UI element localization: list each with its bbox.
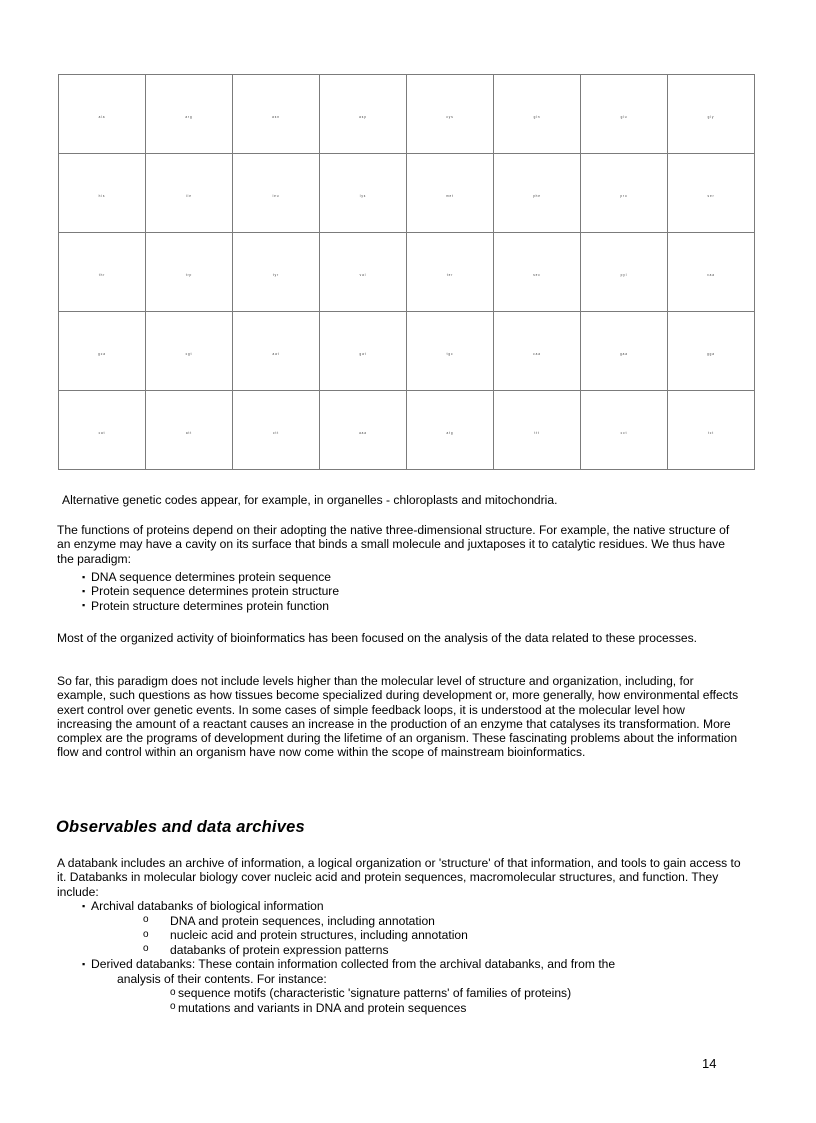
table-cell bbox=[146, 312, 233, 391]
codon-label: ala bbox=[98, 114, 106, 120]
table-cell bbox=[233, 75, 320, 154]
codon-label: cgt bbox=[185, 351, 193, 357]
codon-label: ttt bbox=[534, 430, 540, 436]
table-cell bbox=[146, 154, 233, 233]
table-cell bbox=[668, 312, 755, 391]
codon-label: ctt bbox=[273, 430, 279, 436]
table-cell bbox=[494, 233, 581, 312]
codon-label: gat bbox=[359, 351, 367, 357]
table-cell bbox=[668, 154, 755, 233]
codon-label: leu bbox=[272, 193, 280, 199]
list-item-derived-continued: analysis of their contents. For instance: bbox=[117, 971, 327, 986]
archive-list bbox=[82, 899, 732, 1015]
table-row bbox=[59, 312, 755, 391]
table-cell bbox=[233, 312, 320, 391]
codon-label: pro bbox=[620, 193, 628, 199]
table-cell bbox=[581, 75, 668, 154]
codon-label: gaa bbox=[620, 351, 628, 357]
table-cell bbox=[407, 312, 494, 391]
codon-label: his bbox=[98, 193, 106, 199]
list-item: o databanks of protein expression patterns bbox=[82, 943, 732, 958]
codon-label: trp bbox=[185, 272, 193, 278]
table-cell bbox=[494, 75, 581, 154]
codon-label: ter bbox=[446, 272, 454, 278]
codon-label: caa bbox=[533, 351, 541, 357]
codon-label: asn bbox=[272, 114, 280, 120]
list-item-archival: ▪ Archival databanks of biological information bbox=[82, 899, 732, 914]
table-row bbox=[59, 154, 755, 233]
codon-label: lys bbox=[359, 193, 367, 199]
alternative-codes-paragraph: Alternative genetic codes appear, for example, in organelles - chloroplasts and mitochondria. bbox=[62, 493, 558, 507]
table-cell bbox=[407, 154, 494, 233]
table-cell bbox=[494, 312, 581, 391]
table-row bbox=[59, 75, 755, 154]
table-cell bbox=[407, 75, 494, 154]
table-cell bbox=[320, 75, 407, 154]
table-cell bbox=[668, 391, 755, 470]
table-cell bbox=[233, 391, 320, 470]
page-number: 14 bbox=[702, 1056, 717, 1071]
table-cell bbox=[233, 154, 320, 233]
page-title: Observables and data archives bbox=[56, 818, 305, 836]
most-paragraph: Most of the organized activity of bioinformatics has been focused on the analysis of the data related to these processes. bbox=[57, 631, 697, 645]
functions-paragraph: The functions of proteins depend on their adopting the native three-dimensional structure. For example, the native structure of an enzyme may have a cavity on its surface that binds a small molecule and juxtaposes it to catalytic residues. We thus have the paradigm: bbox=[57, 523, 730, 566]
codon-label: tyr bbox=[272, 272, 280, 278]
codon-label: atg bbox=[446, 430, 454, 436]
codon-label: asp bbox=[359, 114, 367, 120]
codon-label: gln bbox=[533, 114, 541, 120]
codon-label: gly bbox=[707, 114, 715, 120]
list-item: ▪ DNA sequence determines protein sequence bbox=[82, 570, 722, 584]
table-cell bbox=[146, 391, 233, 470]
table-row bbox=[59, 233, 755, 312]
paradigm-list bbox=[82, 570, 722, 613]
table-cell bbox=[320, 391, 407, 470]
codon-label: pyl bbox=[620, 272, 628, 278]
table-cell bbox=[59, 391, 146, 470]
table-cell bbox=[581, 233, 668, 312]
codon-label: aaa bbox=[359, 430, 367, 436]
codon-label: cys bbox=[446, 114, 454, 120]
codon-label: tct bbox=[708, 430, 714, 436]
table-cell bbox=[407, 233, 494, 312]
table-cell bbox=[668, 233, 755, 312]
table-cell bbox=[59, 154, 146, 233]
table-cell bbox=[59, 312, 146, 391]
codon-label: met bbox=[446, 193, 454, 199]
table-cell bbox=[320, 233, 407, 312]
list-item: o mutations and variants in DNA and protein sequences bbox=[82, 1001, 732, 1016]
genetic-code-table-body bbox=[59, 75, 755, 470]
codon-label: ser bbox=[707, 193, 715, 199]
table-cell bbox=[59, 75, 146, 154]
list-item: ▪ Protein structure determines protein function bbox=[82, 599, 722, 613]
codon-label: glu bbox=[620, 114, 628, 120]
codon-label: phe bbox=[533, 193, 541, 199]
codon-label: xaa bbox=[707, 272, 715, 278]
codon-label: tgc bbox=[446, 351, 454, 357]
codon-label: cct bbox=[620, 430, 628, 436]
codon-label: att bbox=[185, 430, 193, 436]
table-row bbox=[59, 391, 755, 470]
table-cell bbox=[581, 391, 668, 470]
table-cell bbox=[581, 154, 668, 233]
table-cell bbox=[320, 312, 407, 391]
list-item: o nucleic acid and protein structures, including annotation bbox=[82, 928, 732, 943]
codon-label: thr bbox=[98, 272, 106, 278]
genetic-code-table bbox=[58, 74, 755, 470]
table-cell bbox=[494, 154, 581, 233]
list-item: o DNA and protein sequences, including annotation bbox=[82, 914, 732, 929]
codon-label: ile bbox=[186, 193, 192, 199]
codon-label: cat bbox=[98, 430, 106, 436]
table-cell bbox=[59, 233, 146, 312]
codon-label: aat bbox=[272, 351, 280, 357]
table-cell bbox=[581, 312, 668, 391]
codon-label: sec bbox=[533, 272, 541, 278]
sofar-paragraph: So far, this paradigm does not include levels higher than the molecular level of structure and organization, including, for example, such questions as how tissues become specialized during development or, more generally, how environmental effects exert control over genetic events. In some cases of simple feedback loops, it is understood at the molecular level how increasing the amount of a reactant causes an increase in the production of an enzyme that catalyses its transformation. More complex are the programs of development during the lifetime of an organism. These fascinating problems about the information flow and control within an organism have now come within the scope of mainstream bioinformatics. bbox=[57, 674, 739, 760]
codon-label: arg bbox=[185, 114, 193, 120]
table-cell bbox=[407, 391, 494, 470]
databank-paragraph: A databank includes an archive of information, a logical organization or 'structure' of that information, and tools to gain access to it. Databanks in molecular biology cover nucleic acid and protein sequences, macromolecular structures, and function. They include: bbox=[57, 856, 741, 899]
table-cell bbox=[668, 75, 755, 154]
list-item: o sequence motifs (characteristic 'signature patterns' of families of proteins) bbox=[82, 986, 732, 1001]
table-cell bbox=[494, 391, 581, 470]
table-cell bbox=[146, 75, 233, 154]
codon-label: gga bbox=[707, 351, 715, 357]
table-cell bbox=[146, 233, 233, 312]
codon-label: val bbox=[359, 272, 367, 278]
table-cell bbox=[320, 154, 407, 233]
list-item: ▪ Protein sequence determines protein structure bbox=[82, 584, 722, 598]
list-item-derived: ▪ Derived databanks: These contain information collected from the archival databanks, and from the bbox=[82, 957, 732, 972]
codon-label: gca bbox=[98, 351, 106, 357]
table-cell bbox=[233, 233, 320, 312]
